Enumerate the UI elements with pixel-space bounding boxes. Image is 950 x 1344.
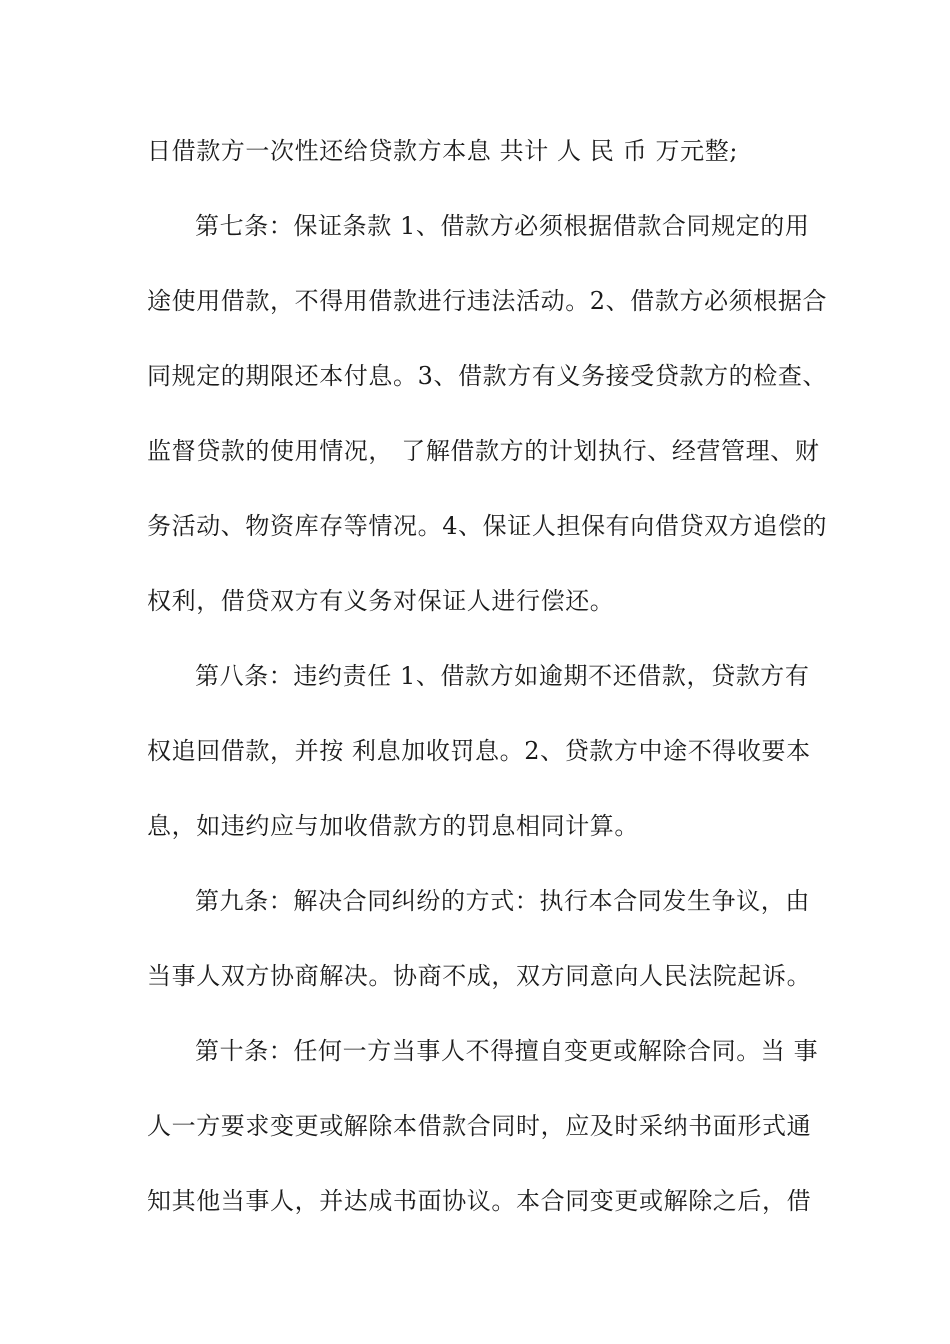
text-line: 务活动、物资库存等情况。4、保证人担保有向借贷双方追偿的 (147, 512, 828, 540)
text-line: 权追回借款，并按 利息加收罚息。2、贷款方中途不得收要本 (147, 737, 811, 765)
text-line: 第八条：违约责任 1、借款方如逾期不还借款，贷款方有 (195, 662, 810, 690)
text-line: 当事人双方协商解决。协商不成，双方同意向人民法院起诉。 (147, 962, 812, 990)
text-line: 第七条：保证条款 1、借款方必须根据借款合同规定的用 (195, 212, 810, 240)
text-line: 途使用借款，不得用借款进行违法活动。2、借款方必须根据合 (147, 287, 828, 315)
text-line: 第九条：解决合同纠纷的方式：执行本合同发生争议，由 (195, 887, 810, 915)
text-line: 日借款方一次性还给贷款方本息 共计 人 民 币 万元整; (147, 137, 739, 165)
text-line: 同规定的期限还本付息。3、借款方有义务接受贷款方的检查、 (147, 362, 828, 390)
text-line: 人一方要求变更或解除本借款合同时，应及时采纳书面形式通 (147, 1112, 812, 1140)
text-line: 权利，借贷双方有义务对保证人进行偿还。 (147, 587, 615, 615)
text-line: 监督贷款的使用情况， 了解借款方的计划执行、经营管理、财 (147, 437, 820, 465)
text-line: 息，如违约应与加收借款方的罚息相同计算。 (147, 812, 639, 840)
text-line: 知其他当事人，并达成书面协议。本合同变更或解除之后，借 (147, 1187, 812, 1215)
text-line: 第十条：任何一方当事人不得擅自变更或解除合同。当 事 (195, 1037, 819, 1065)
